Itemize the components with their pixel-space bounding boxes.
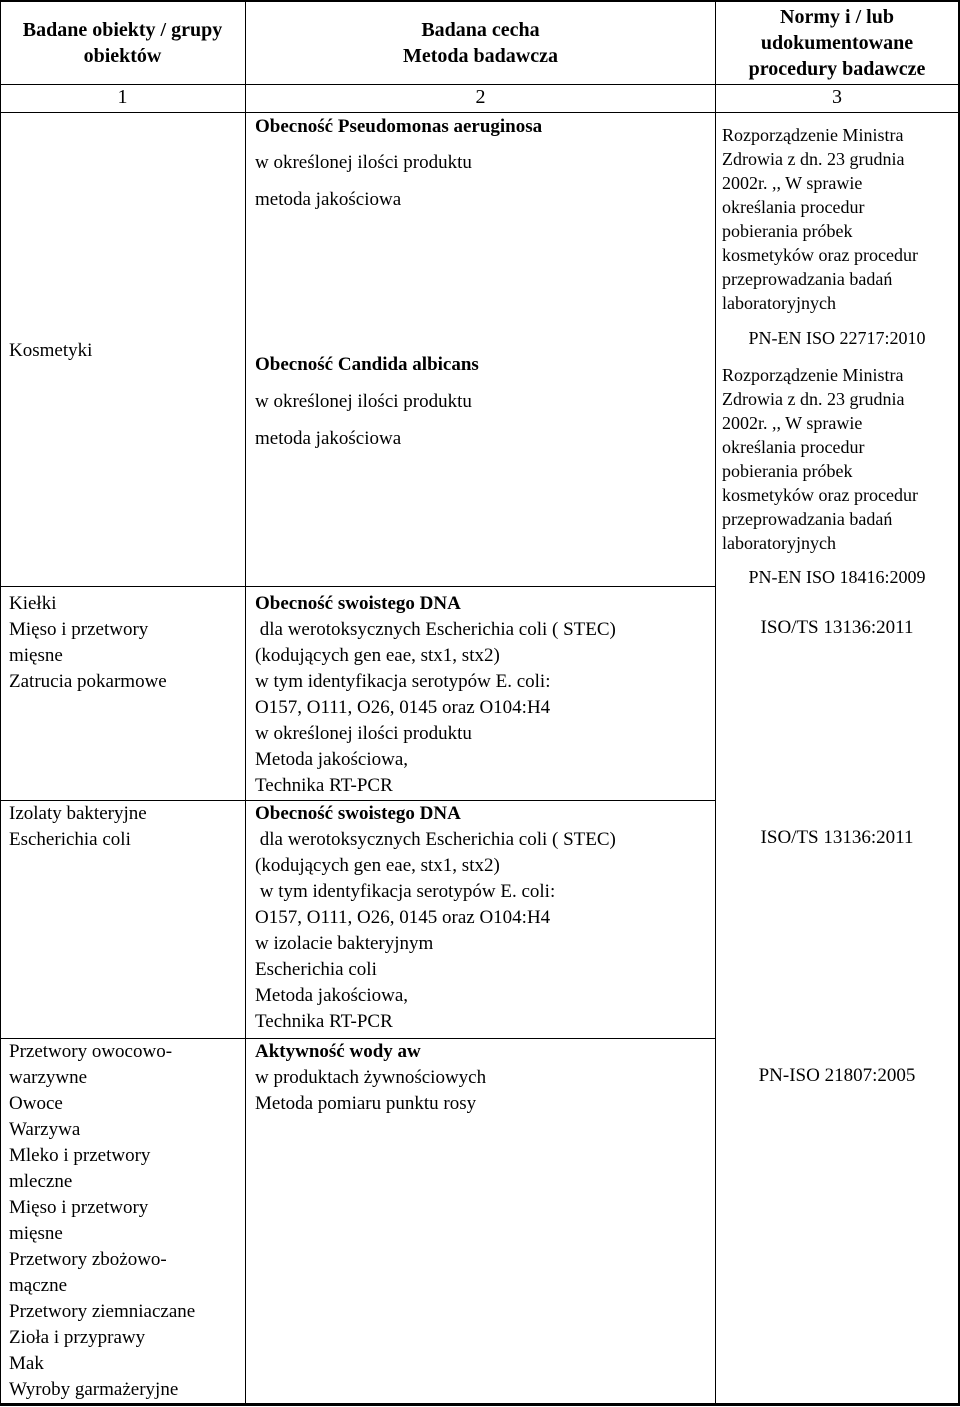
test-line: metoda jakościowa [255, 189, 402, 210]
test-title: Aktywność wody aw [255, 1041, 421, 1062]
test-title: Obecność Candida albicans [255, 354, 479, 375]
header-feature-method: Badana cecha Metoda badawcza [403, 19, 558, 67]
test-title: Obecność swoistego DNA [255, 593, 461, 614]
test-block: Obecność swoistego DNA dla werotoksycznych Escherichia coli ( STEC) (kodujących gen eae, stx1, stx2) w tym identyfikacja serotypów E. coli: O157, O111, O26, 0145 oraz O104:H4 w określonej ilości produktu Metoda jakościowa, Technika RT-PCR [255, 593, 616, 796]
table-border-bottom [0, 1403, 960, 1406]
object-list: Izolaty bakteryjne Escherichia coli [9, 803, 147, 850]
test-line: w określonej ilości produktu [255, 391, 472, 412]
norm-standard: PN-EN ISO 18416:2009 [748, 567, 926, 587]
norm-standard: PN-EN ISO 22717:2010 [748, 328, 926, 348]
norm-standard: ISO/TS 13136:2011 [760, 617, 914, 638]
number-row-bottom-line [0, 112, 960, 113]
norm-block: Rozporządzenie Ministra Zdrowia z dn. 23 grudnia 2002r. ,, W sprawie określania procedur pobierania próbek kosmetyków oraz procedur przeprowadzania badań laboratoryjnych [722, 365, 918, 553]
object-list: Przetwory owocowo- warzywne Owoce Warzywa Mleko i przetwory mleczne Mięso i przetwory mięsne Przetwory zbożowo- mączne Przetwory ziemniaczane Zioła i przyprawy Mak Wyroby garmażeryjne [9, 1041, 196, 1400]
norm-standard: PN-ISO 21807:2005 [758, 1065, 916, 1086]
test-block: Aktywność wody aw w produktach żywnościowych Metoda pomiaru punktu rosy [255, 1041, 487, 1114]
test-line: metoda jakościowa [255, 428, 402, 449]
norm-standard: ISO/TS 13136:2011 [760, 827, 914, 848]
object-group: Kosmetyki [9, 340, 93, 361]
test-title: Obecność swoistego DNA [255, 803, 461, 824]
row-separator [0, 586, 715, 587]
table-border-top [0, 0, 960, 2]
table-border-left [0, 0, 1, 1406]
test-line: w określonej ilości produktu [255, 152, 472, 173]
column-number-2: 2 [475, 86, 486, 108]
norm-block: Rozporządzenie Ministra Zdrowia z dn. 23 grudnia 2002r. ,, W sprawie określania procedur pobierania próbek kosmetyków oraz procedur przeprowadzania badań laboratoryjnych [722, 125, 918, 313]
header-bottom-line [0, 84, 960, 85]
header-objects: Badane obiekty / grupy obiektów [22, 19, 223, 67]
column-divider-1 [245, 0, 246, 1406]
column-divider-2 [715, 0, 716, 1406]
object-list: Kiełki Mięso i przetwory mięsne Zatrucia pokarmowe [9, 593, 167, 692]
header-norms: Normy i / lub udokumentowane procedury badawcze [748, 6, 926, 80]
test-title: Obecność Pseudomonas aeruginosa [255, 116, 543, 137]
test-block: Obecność swoistego DNA dla werotoksycznych Escherichia coli ( STEC) (kodujących gen eae, stx1, stx2) w tym identyfikacja serotypów E. coli: O157, O111, O26, 0145 oraz O104:H4 w izolacie bakteryjnym Escherichia coli Metoda jakościowa, Technika RT-PCR [255, 803, 616, 1032]
column-number-1: 1 [117, 86, 128, 108]
column-number-3: 3 [832, 86, 842, 108]
